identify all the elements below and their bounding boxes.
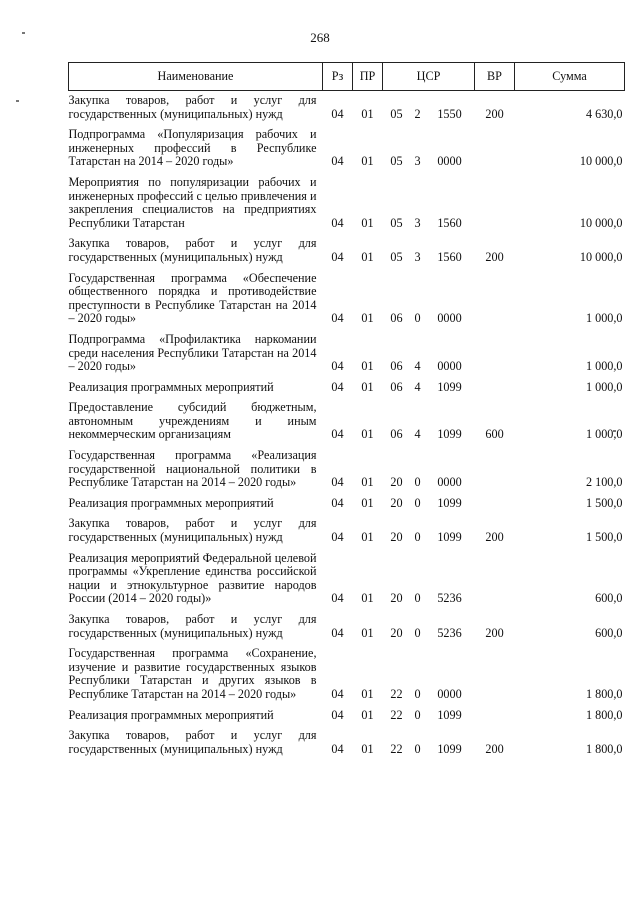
row-vr bbox=[475, 446, 515, 494]
header-name: Наименование bbox=[69, 63, 323, 91]
row-rz: 04 bbox=[331, 591, 344, 606]
row-name-text: Мероприятия по популяризации рабочих и инженерных профессий с целью привлечения и закрепления специалистов на предприятиях Республики Татарстан bbox=[68, 174, 317, 230]
row-rz: 04 bbox=[331, 625, 344, 640]
row-vr bbox=[475, 378, 515, 399]
row-name-text: Предоставление субсидий бюджетным, автономным учреждениям и иным некоммерческим организациям bbox=[68, 400, 317, 442]
table-row bbox=[69, 378, 625, 399]
row-sum: 1 500,0 bbox=[585, 530, 623, 545]
header-rz: Рз bbox=[323, 63, 353, 91]
row-rz: 04 bbox=[331, 154, 344, 169]
row-pr: 01 bbox=[361, 686, 374, 701]
row-rz: 04 bbox=[331, 686, 344, 701]
row-csr-2: 0 bbox=[414, 530, 421, 545]
row-rz: 04 bbox=[331, 530, 344, 545]
row-csr-1: 05 bbox=[390, 154, 403, 169]
row-rz: 04 bbox=[331, 249, 344, 264]
row-rz: 04 bbox=[331, 215, 344, 230]
row-csr-2: 3 bbox=[414, 154, 421, 169]
row-csr-3: 0000 bbox=[437, 686, 462, 701]
row-pr: 01 bbox=[361, 625, 374, 640]
row-csr-3: 1099 bbox=[437, 427, 462, 442]
row-rz: 04 bbox=[331, 359, 344, 374]
row-pr: 01 bbox=[361, 311, 374, 326]
row-name-text: Реализация программных мероприятий bbox=[68, 379, 274, 394]
table-row bbox=[69, 514, 625, 548]
row-name bbox=[69, 706, 323, 727]
row-name bbox=[69, 494, 323, 515]
row-sum: 1 800,0 bbox=[585, 707, 623, 722]
row-csr-2: 4 bbox=[414, 359, 421, 374]
row-csr-1: 06 bbox=[390, 311, 403, 326]
row-sum: 1 000,0 bbox=[585, 427, 623, 442]
table-row bbox=[69, 446, 625, 494]
row-vr bbox=[475, 173, 515, 234]
row-name bbox=[69, 549, 323, 610]
row-pr: 01 bbox=[361, 379, 374, 394]
table-row bbox=[69, 125, 625, 173]
row-csr-1: 20 bbox=[390, 530, 403, 545]
row-csr-1: 22 bbox=[390, 707, 403, 722]
row-csr-3: 0000 bbox=[437, 475, 462, 490]
row-vr: 600 bbox=[485, 427, 504, 442]
row-name-text: Закупка товаров, работ и услуг для государственных (муниципальных) нужд bbox=[68, 728, 317, 756]
row-name-text: Закупка товаров, работ и услуг для государственных (муниципальных) нужд bbox=[68, 516, 317, 545]
row-csr-1: 06 bbox=[390, 379, 403, 394]
row-csr-2: 2 bbox=[414, 106, 421, 121]
scan-speck bbox=[22, 32, 25, 34]
row-csr-1: 05 bbox=[390, 215, 403, 230]
row-csr-3: 1099 bbox=[437, 379, 462, 394]
row-csr-1: 22 bbox=[390, 741, 403, 756]
row-csr-1: 20 bbox=[390, 475, 403, 490]
row-csr-2: 3 bbox=[414, 215, 421, 230]
row-name-text: Закупка товаров, работ и услуг для государственных (муниципальных) нужд bbox=[68, 93, 317, 121]
table-row bbox=[69, 234, 625, 268]
table-row bbox=[69, 726, 625, 760]
row-csr-3: 1099 bbox=[437, 707, 462, 722]
row-csr-3: 5236 bbox=[437, 591, 462, 606]
row-csr-3: 1560 bbox=[437, 249, 462, 264]
row-name bbox=[69, 644, 323, 705]
row-rz: 04 bbox=[331, 475, 344, 490]
row-vr bbox=[475, 644, 515, 705]
row-sum: 1 800,0 bbox=[585, 741, 623, 756]
table-row bbox=[69, 549, 625, 610]
row-csr-3: 0000 bbox=[437, 359, 462, 374]
table-row bbox=[69, 330, 625, 378]
row-sum: 4 630,0 bbox=[585, 106, 623, 121]
row-csr-1: 05 bbox=[390, 249, 403, 264]
row-sum: 1 800,0 bbox=[585, 686, 623, 701]
row-name bbox=[69, 726, 323, 760]
row-pr: 01 bbox=[361, 530, 374, 545]
row-csr-3: 1550 bbox=[437, 106, 462, 121]
row-vr: 200 bbox=[485, 106, 504, 121]
row-name-text: Реализация программных мероприятий bbox=[68, 495, 274, 510]
row-csr-2: 4 bbox=[414, 427, 421, 442]
row-name-text: Государственная программа «Реализация государственной национальной политики в Республике Татарстан на 2014 – 2020 годы» bbox=[68, 448, 317, 490]
row-sum: 600,0 bbox=[595, 625, 623, 640]
row-pr: 01 bbox=[361, 475, 374, 490]
row-csr-3: 5236 bbox=[437, 625, 462, 640]
row-name-text: Реализация мероприятий Федеральной целевой программы «Укрепление единства российской нации и этнокультурное развитие народов России (2014 – 2020 годы)» bbox=[68, 550, 317, 606]
row-csr-2: 4 bbox=[414, 379, 421, 394]
budget-table bbox=[68, 62, 625, 760]
row-csr-1: 06 bbox=[390, 427, 403, 442]
row-csr-2: 0 bbox=[414, 741, 421, 756]
row-pr: 01 bbox=[361, 707, 374, 722]
row-csr-3: 1099 bbox=[437, 495, 462, 510]
row-csr-3: 1099 bbox=[437, 741, 462, 756]
header-sum: Сумма bbox=[515, 63, 625, 91]
row-sum: 1 000,0 bbox=[585, 311, 623, 326]
row-rz: 04 bbox=[331, 741, 344, 756]
row-csr-3: 1560 bbox=[437, 215, 462, 230]
row-csr-1: 05 bbox=[390, 106, 403, 121]
row-name-text: Закупка товаров, работ и услуг для государственных (муниципальных) нужд bbox=[68, 236, 317, 264]
row-name-text: Реализация программных мероприятий bbox=[68, 707, 274, 722]
row-csr-3: 0000 bbox=[437, 311, 462, 326]
row-vr bbox=[475, 125, 515, 173]
table-row bbox=[69, 644, 625, 705]
row-sum: 10 000,0 bbox=[579, 215, 623, 230]
row-rz: 04 bbox=[331, 427, 344, 442]
table-row bbox=[69, 494, 625, 515]
row-rz: 04 bbox=[331, 707, 344, 722]
row-name bbox=[69, 446, 323, 494]
row-pr: 01 bbox=[361, 106, 374, 121]
row-csr-2: 0 bbox=[414, 495, 421, 510]
table-header-row bbox=[69, 63, 625, 91]
row-name bbox=[69, 330, 323, 378]
row-name bbox=[69, 398, 323, 446]
row-pr: 01 bbox=[361, 591, 374, 606]
row-vr bbox=[475, 330, 515, 378]
table-row bbox=[69, 398, 625, 446]
row-name-text: Закупка товаров, работ и услуг для государственных (муниципальных) нужд bbox=[68, 612, 317, 640]
row-name bbox=[69, 610, 323, 644]
row-pr: 01 bbox=[361, 359, 374, 374]
row-csr-2: 0 bbox=[414, 475, 421, 490]
row-sum: 1 000,0 bbox=[585, 379, 623, 394]
header-pr: ПР bbox=[353, 63, 383, 91]
row-csr-2: 0 bbox=[414, 311, 421, 326]
row-csr-1: 20 bbox=[390, 625, 403, 640]
row-csr-2: 3 bbox=[414, 249, 421, 264]
row-vr: 200 bbox=[485, 625, 504, 640]
scan-speck bbox=[16, 100, 19, 102]
row-vr bbox=[475, 494, 515, 515]
row-csr-2: 0 bbox=[414, 591, 421, 606]
table-row bbox=[69, 706, 625, 727]
header-vr: ВР bbox=[475, 63, 515, 91]
row-vr bbox=[475, 549, 515, 610]
row-vr: 200 bbox=[485, 530, 504, 545]
row-csr-1: 22 bbox=[390, 686, 403, 701]
table-row bbox=[69, 610, 625, 644]
row-name bbox=[69, 378, 323, 399]
row-name bbox=[69, 91, 323, 126]
row-pr: 01 bbox=[361, 495, 374, 510]
row-name bbox=[69, 234, 323, 268]
row-vr: 200 bbox=[485, 741, 504, 756]
row-sum: 600,0 bbox=[595, 591, 623, 606]
page-number: 268 bbox=[310, 30, 330, 45]
row-csr-3: 0000 bbox=[437, 154, 462, 169]
row-rz: 04 bbox=[331, 106, 344, 121]
row-csr-1: 20 bbox=[390, 495, 403, 510]
row-vr bbox=[475, 706, 515, 727]
row-pr: 01 bbox=[361, 249, 374, 264]
row-vr: 200 bbox=[485, 249, 504, 264]
row-csr-2: 0 bbox=[414, 707, 421, 722]
row-pr: 01 bbox=[361, 215, 374, 230]
row-name-text: Подпрограмма «Популяризация рабочих и инженерных профессий в Республике Татарстан на 2014 – 2020 годы» bbox=[68, 127, 317, 169]
table-row bbox=[69, 173, 625, 234]
row-sum: 10 000,0 bbox=[579, 249, 623, 264]
row-name bbox=[69, 173, 323, 234]
table-row bbox=[69, 91, 625, 126]
row-sum: 10 000,0 bbox=[579, 154, 623, 169]
table-body bbox=[69, 91, 625, 761]
row-name bbox=[69, 125, 323, 173]
row-sum: 1 000,0 bbox=[585, 359, 623, 374]
row-rz: 04 bbox=[331, 379, 344, 394]
row-pr: 01 bbox=[361, 154, 374, 169]
row-csr-3: 1099 bbox=[437, 530, 462, 545]
row-pr: 01 bbox=[361, 427, 374, 442]
row-vr bbox=[475, 269, 515, 330]
row-csr-2: 0 bbox=[414, 625, 421, 640]
row-name-text: Государственная программа «Сохранение, изучение и развитие государственных языков Республики Татарстан и других языков в Республике Татарстан на 2014 – 2020 годы» bbox=[68, 646, 317, 701]
row-csr-1: 06 bbox=[390, 359, 403, 374]
row-csr-1: 20 bbox=[390, 591, 403, 606]
row-csr-2: 0 bbox=[414, 686, 421, 701]
row-name-text: Подпрограмма «Профилактика наркомании среди населения Республики Татарстан на 2014 – 2020 годы» bbox=[68, 331, 317, 374]
row-pr: 01 bbox=[361, 741, 374, 756]
row-sum: 2 100,0 bbox=[585, 475, 623, 490]
row-name bbox=[69, 514, 323, 548]
row-name bbox=[69, 269, 323, 330]
row-rz: 04 bbox=[331, 311, 344, 326]
row-rz: 04 bbox=[331, 495, 344, 510]
table-row bbox=[69, 269, 625, 330]
row-sum: 1 500,0 bbox=[585, 495, 623, 510]
header-csr: ЦСР bbox=[383, 63, 475, 91]
row-name-text: Государственная программа «Обеспечение общественного порядка и противодействие преступности в Республике Татарстан на 2014 – 2020 годы» bbox=[68, 270, 317, 326]
